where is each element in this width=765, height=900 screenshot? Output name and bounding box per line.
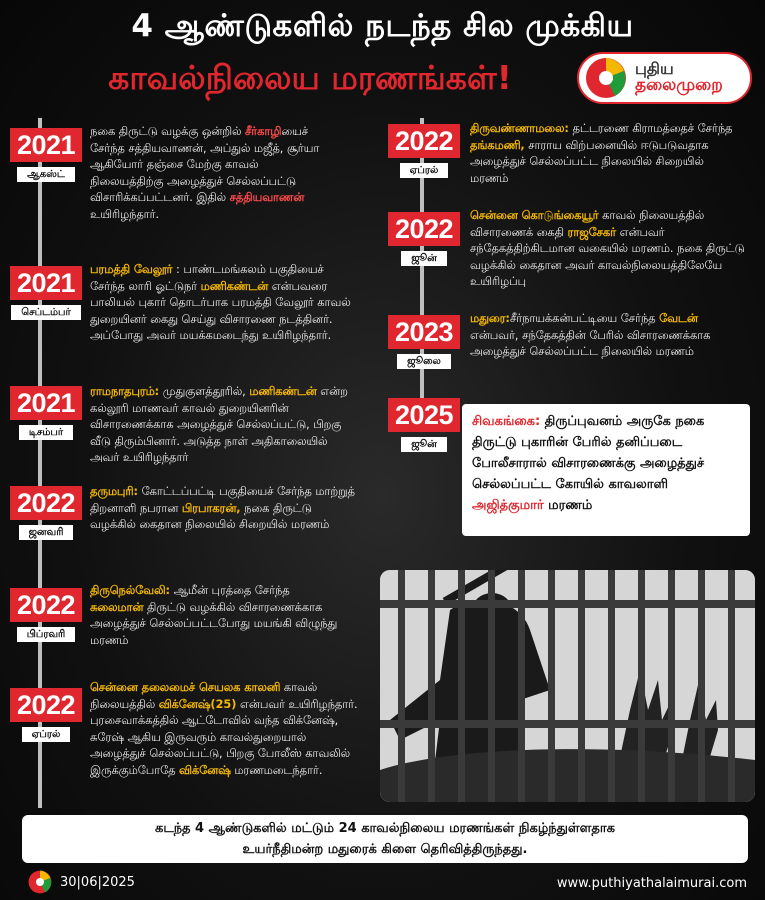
highlighted-text: ராஜசேகர்: [567, 225, 617, 239]
highlighted-text: மணிகண்டன்: [249, 385, 317, 398]
jail-illustration: [380, 570, 755, 802]
month-label: ஏப்ரல்: [22, 727, 71, 742]
month-label: ஏப்ரல்: [400, 163, 449, 178]
body-text: என்பவரை பாலியல் புகார் தொடர்பாக பரமத்தி வேலூர் காவல் துறையினர் கைது செய்து விசாரணை நடத்தினர். அப்போது அவர் மயக்கமடைந்து உயிரிழந்தார்.: [90, 279, 351, 342]
footer-date: 30|06|2025: [60, 875, 135, 890]
month-label: செப்டம்பர்: [11, 305, 80, 320]
body-text: கோட்டப்பட்டி பகுதியைச் சேர்ந்த மாற்றுத் திறனாளி நபரான: [90, 485, 355, 515]
brand-logo: [577, 52, 752, 104]
body-text: என்பவர் சந்தேகத்திற்கிடமான வகையில் மரணம். நகை திருட்டு வழக்கில் கைதான அவர் காவல்நிலையத்திலேயே உயிரிழப்பு: [470, 225, 745, 288]
year-label: 2022: [10, 688, 82, 722]
bottom-note-line1: கடந்த 4 ஆண்டுகளில் மட்டும் 24 காவல்நிலைய மரணங்கள் நிகழ்ந்துள்ளதாக: [155, 821, 615, 836]
month-label: ஜூன்: [401, 437, 447, 452]
right-year-badge: [388, 124, 460, 178]
left-timeline-entry: [90, 262, 355, 345]
body-text: தட்டரணை கிராமத்தைச் சேர்ந்த: [568, 122, 733, 135]
left-year-badge: [10, 688, 82, 742]
brand-logo-text-1: புதிய: [635, 58, 674, 78]
right-timeline-entry: [470, 311, 740, 361]
right-timeline-entry: [470, 121, 745, 187]
month-label: டிசம்பர்: [19, 425, 73, 440]
body-text: நகை திருட்டு வழக்கு ஒன்றில்: [90, 125, 245, 138]
right-year-badge: [388, 315, 460, 369]
month-label: ஜூன்: [401, 251, 447, 266]
left-timeline-entry: [90, 384, 360, 467]
left-timeline-entry: [90, 583, 345, 649]
body-text: என்பவர், சந்தேகத்தின் பேரில் விசாரணைக்காக அழைத்துச் செல்லப்பட்ட நிலையில் மரணம்: [470, 328, 711, 358]
year-label: 2023: [388, 315, 460, 349]
highlighted-text: மதுரை:: [470, 312, 510, 325]
body-text: காவல் நிலையத்தில்: [90, 681, 318, 711]
page-title-line2: காவல்நிலைய மரணங்கள்!: [108, 58, 512, 97]
body-text: ஆமீன் புரத்தை சேர்ந்த: [170, 584, 290, 597]
highlighted-text: சென்னை கொடுங்கையூர்: [470, 209, 599, 222]
body-text: திருப்புவனம் அருகே நகை திருட்டு புகாரின் பேரில் தனிப்படை போலீசாரால் விசாரணைக்கு அழைத்துச் செல்லப்பட்ட கோயில் காவலாளி: [472, 414, 705, 492]
left-timeline-entry: [90, 680, 365, 779]
year-label: 2025: [388, 398, 460, 432]
highlight-entry-box: [462, 404, 750, 536]
highlighted-text: பிரபாகரன்,: [181, 501, 241, 515]
highlighted-text: சீர்காழி: [244, 125, 282, 138]
bottom-note-line2: உயர்நீதிமன்ற மதுரைக் கிளை தெரிவித்திருந்தது.: [242, 842, 528, 857]
left-year-badge: [10, 386, 82, 440]
body-text: சாராய விற்பனையில் ஈடுபடுவதாக அழைத்துச் செல்லப்பட்ட நிலையில் சிறையில் மரணம்: [470, 138, 709, 185]
bottom-note-box: [22, 815, 748, 863]
jail-bars: [380, 570, 755, 802]
right-timeline-entry: [470, 208, 745, 291]
highlighted-text: திருநெல்வேலி:: [90, 584, 170, 597]
highlighted-text: தருமபுரி:: [90, 485, 138, 498]
right-year-badge: [388, 212, 460, 266]
body-text: உயிரிழந்தார்.: [90, 207, 160, 221]
body-text: திருட்டு வழக்கில் விசாரணைக்காக அழைத்துச் செல்லப்பட்டபோது மயங்கி விழுந்து மரணம்: [90, 600, 338, 647]
body-text: காவல் நிலையத்தில் விசாரணைக் கைதி: [470, 209, 705, 239]
highlighted-text: அஜித்குமார்: [472, 498, 544, 513]
body-text: என்ற கல்லூரி மாணவர் காவல் துறையினரின் விசாரணைக்காக அழைத்துச் செல்லப்பட்டு, பிறகு வீடு திரும்பினார். அடுத்த நாள் அதிகாலையில் அவர் உயிரிழந்தார்: [90, 385, 348, 464]
highlighted-text: மணிகண்டன்: [200, 279, 269, 293]
year-label: 2022: [10, 588, 82, 622]
left-year-badge: [10, 588, 82, 642]
highlighted-text: வேடன்: [659, 312, 698, 325]
page-title-line1: 4 ஆண்டுகளில் நடந்த சில முக்கிய: [131, 8, 634, 44]
year-label: 2022: [388, 212, 460, 246]
year-label: 2021: [10, 128, 82, 162]
brand-logo-text-2: தலைமுறை: [635, 75, 723, 96]
highlighted-text: விக்னேஷ்(25): [158, 697, 237, 711]
body-text: மரணம்: [543, 498, 593, 513]
year-label: 2021: [10, 266, 82, 300]
month-label: ஜனவரி: [19, 525, 74, 540]
footer-logo-icon: [28, 870, 52, 894]
brand-logo-icon: [585, 57, 627, 99]
highlighted-text: சுலைமான்: [90, 600, 144, 614]
year-label: 2022: [10, 486, 82, 520]
highlighted-text: ராமநாதபுரம்:: [90, 385, 160, 398]
body-text: : பாண்டமங்கலம் பகுதியைச் சேர்ந்த லாரி ஓட்டுநர்: [90, 263, 324, 293]
highlighted-text: திருவண்ணாமலை:: [470, 122, 569, 135]
month-label: ஜூலை: [397, 354, 451, 369]
body-text: யைச் சேர்ந்த சத்தியவாணன், அப்துல் மஜீத், சூர்யா ஆகியோர் தஞ்சை மேற்கு காவல் நிலையத்திற்கு அழைத்துச் செல்லப்பட்டு விசாரிக்கப்பட்டனர். இதில்: [90, 125, 320, 204]
highlighted-text: விக்னேஷ்: [179, 763, 231, 777]
jail-crossbar: [380, 600, 755, 608]
body-text: என்பவர் உயிரிழந்தார். புரசைவாக்கத்தில் ஆட்டோவில் வந்த விக்னேஷ், சுரேஷ் ஆகிய இருவரும் காவல்துறையால் அழைத்துச் செல்லப்பட்டு, பிறகு போலீஸ் காவலில் இருக்கும்போதே: [90, 697, 358, 777]
left-timeline-entry: [90, 484, 360, 534]
jail-crossbar: [380, 720, 755, 728]
year-label: 2021: [10, 386, 82, 420]
left-year-badge: [10, 266, 82, 320]
left-year-badge: [10, 128, 82, 182]
highlighted-text: பரமத்தி வேலூர்: [90, 263, 173, 276]
highlighted-text: சென்னை தலைமைச் செயலக காலனி: [90, 681, 281, 694]
left-year-badge: [10, 486, 82, 540]
left-timeline-entry: [90, 124, 335, 223]
highlight-year-badge: [388, 398, 460, 452]
footer-website-link[interactable]: www.puthiyathalaimurai.com: [556, 876, 747, 891]
body-text: மரணமடைந்தார்.: [230, 763, 323, 777]
highlighted-text: சத்தியவாணன்: [229, 191, 305, 204]
month-label: ஆகஸ்ட்: [17, 167, 75, 182]
body-text: முதுகுளத்தூரில்,: [159, 385, 250, 398]
month-label: பிப்ரவரி: [17, 627, 76, 642]
year-label: 2022: [388, 124, 460, 158]
highlighted-text: சிவகங்கை:: [472, 414, 541, 429]
body-text: நகை திருட்டு வழக்கில் கைதான நிலையில் சிறையில் மரணம்: [90, 501, 330, 531]
highlighted-text: தங்கமணி,: [470, 138, 525, 152]
body-text: சீர்நாயக்கன்பட்டியை சேர்ந்த: [509, 312, 660, 325]
